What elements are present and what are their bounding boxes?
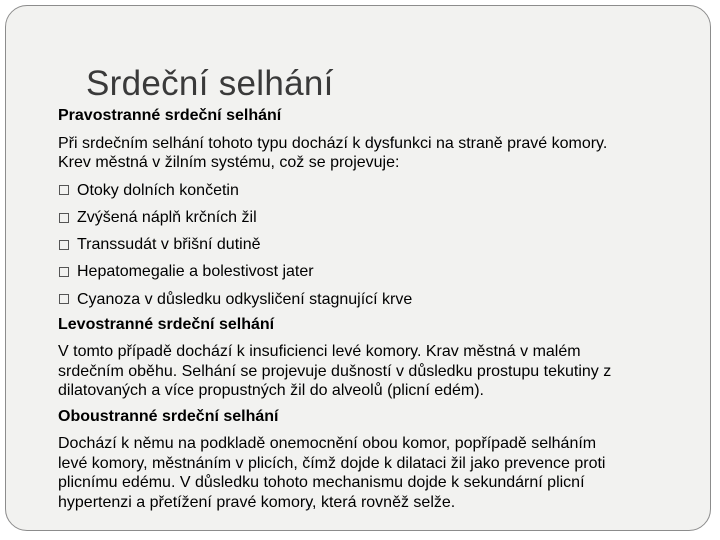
list-item-label: Otoky dolních končetin: [77, 181, 239, 199]
text-line: Při srdečním selhání tohoto typu dochází k dysfunkci na straně pravé komory.: [58, 134, 608, 152]
checkbox-bullet-icon: [59, 185, 69, 195]
list-item-label: Hepatomegalie a bolestivost jater: [77, 263, 314, 281]
section-paragraph-right: [58, 134, 698, 173]
slide: [5, 5, 711, 531]
list-item-label: Cyanoza v důsledku odkysličení stagnující krve: [77, 290, 413, 308]
text-line: dilatovaných a více propustných žil do alveolů (plicní edém).: [58, 382, 484, 400]
list-item: [58, 290, 698, 309]
list-item: [58, 263, 698, 282]
section-heading-right: Pravostranné srdeční selhání: [58, 107, 282, 124]
checkbox-bullet-icon: [59, 240, 69, 250]
text-line: V tomto případě dochází k insuficienci levé komory. Krav městná v malém: [58, 343, 581, 361]
section-heading-both: Oboustranné srdeční selhání: [58, 407, 279, 425]
checkbox-bullet-icon: [59, 213, 69, 223]
text-line: srdečním oběhu. Selhání se projevuje dušností v důsledku prostupu tekutiny z: [58, 362, 612, 380]
text-line: levé komory, městnáním v plicích, čímž dojde k dilataci žil jako prevence proti: [58, 454, 606, 472]
text-line: hypertenzi a přetížení pravé komory, která rovněž selže.: [58, 493, 456, 511]
list-item: [58, 208, 698, 227]
slide-title: Srdeční selhání: [86, 64, 334, 103]
list-item-label: Zvýšená náplň krčních žil: [77, 208, 257, 226]
section-paragraph-both: [58, 434, 698, 512]
list-item: [58, 235, 698, 254]
checkbox-bullet-icon: [59, 267, 69, 277]
text-line: Krev městná v žilním systému, což se projevuje:: [58, 154, 400, 171]
list-item-label: Transsudát v břišní dutině: [77, 236, 261, 254]
text-line: plicnímu edému. V důsledku tohoto mechanismu dojde k sekundární plicní: [58, 474, 585, 492]
text-line: Dochází k němu na podkladě onemocnění obou komor, popřípadě selháním: [58, 435, 597, 453]
list-item: [58, 181, 698, 200]
checkbox-bullet-icon: [59, 294, 69, 304]
slide-body: [58, 106, 698, 512]
section-heading-left: Levostranné srdeční selhání: [58, 315, 275, 333]
section-paragraph-left: [58, 342, 698, 401]
